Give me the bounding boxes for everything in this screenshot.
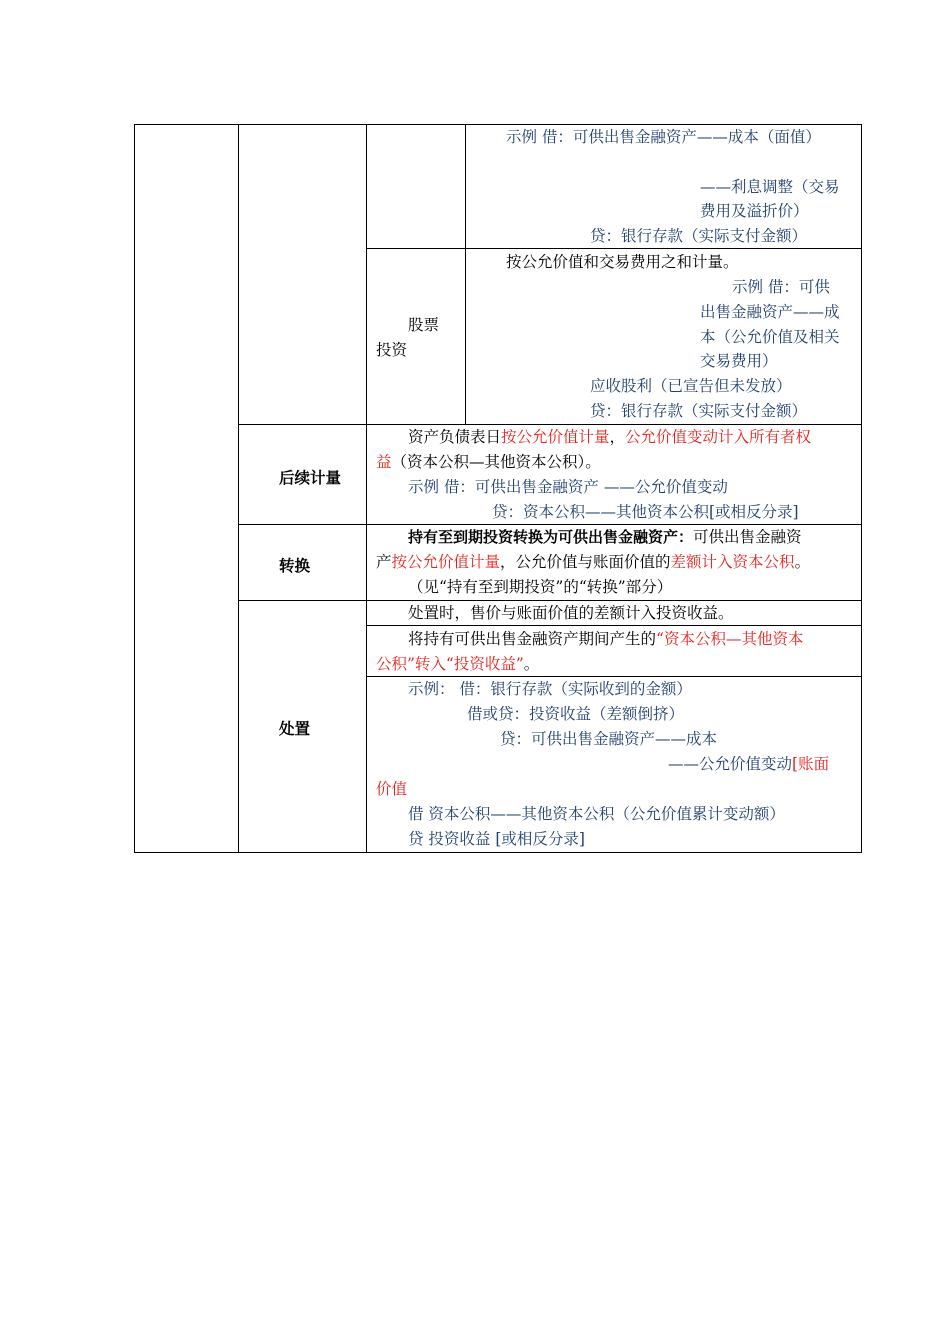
- subsequent-line-1: [408, 425, 811, 450]
- subsequent-l1-c: ，: [609, 428, 626, 446]
- bond-example-line-4: 贷：银行存款（实际支付金额）: [590, 227, 808, 245]
- conversion-l1-b: 可供出售金融资: [693, 528, 802, 546]
- bond-example-line-3: 费用及溢折价）: [700, 202, 809, 220]
- subsequent-l2-b: （资本公积—其他资本公积）。: [391, 453, 601, 471]
- bond-example-line-2: ——利息调整（交易: [700, 178, 840, 196]
- conversion-l2-a: 产: [376, 553, 392, 571]
- disposal-header: 处置: [279, 720, 311, 738]
- col-sep-1: [238, 124, 239, 853]
- disposal-example-3: 贷：可供出售金融资产——成本: [500, 730, 718, 748]
- conversion-l1-a: 持有至到期投资转换为可供出售金融资产：: [408, 528, 694, 546]
- disposal-r2-d: 。: [523, 655, 540, 673]
- stock-line-3: 出售金融资产——成: [700, 303, 840, 321]
- col-sep-3: [465, 124, 466, 424]
- conversion-header: 转换: [279, 557, 311, 575]
- stock-label-1: 股票: [408, 316, 440, 334]
- disposal-e4-b: [账面: [792, 755, 830, 773]
- bond-example-line-1: 示例 借：可供出售金融资产——成本（面值）: [506, 128, 821, 146]
- disposal-r2-b: “资本公积—其他资本: [656, 630, 804, 648]
- subsequent-measurement-header: 后续计量: [279, 469, 342, 487]
- col-sep-2: [366, 124, 367, 853]
- disposal-example-4: [668, 752, 829, 777]
- disposal-r2-a: 将持有可供出售金融资产期间产生的: [408, 630, 657, 648]
- subsequent-line-3: 示例 借：可供出售金融资产 ——公允价值变动: [408, 478, 728, 496]
- table-border-right: [861, 124, 862, 853]
- disposal-r2-c: 公积”转入“投资收益”: [376, 655, 524, 673]
- stock-line-1: 按公允价值和交易费用之和计量。: [506, 253, 739, 271]
- stock-line-5: 交易费用）: [700, 352, 778, 370]
- disposal-row-2-line-1: [408, 627, 803, 652]
- disposal-example-2: 借或贷：投资收益（差额倒挤）: [467, 705, 685, 723]
- subsequent-l2-a: 益: [376, 453, 392, 471]
- disposal-row-1: 处置时，售价与账面价值的差额计入投资收益。: [408, 604, 734, 622]
- conversion-line-1: [408, 525, 802, 550]
- disposal-example-1: 示例： 借：银行存款（实际收到的金额）: [408, 680, 692, 698]
- disposal-row-2-line-2: [376, 652, 539, 677]
- stock-line-2: 示例 借：可供: [732, 278, 830, 296]
- stock-label-2: 投资: [376, 341, 408, 359]
- subsequent-l1-d: 公允价值变动计入所有者权: [625, 428, 812, 446]
- conversion-l2-d: 差额计入资本公积: [670, 553, 795, 571]
- conversion-line-3: （见“持有至到期投资”的“转换”部分）: [408, 578, 673, 596]
- disposal-example-6: 借 资本公积——其他资本公积（公允价值累计变动额）: [408, 805, 785, 823]
- conversion-l2-b: 按公允价值计量: [391, 553, 501, 571]
- table-border-left: [134, 124, 135, 853]
- subsequent-l1-a: 资产负债表日: [408, 428, 502, 446]
- stock-line-4: 本（公允价值及相关: [700, 328, 840, 346]
- subsequent-l1-b: 按公允价值计量: [501, 428, 610, 446]
- disposal-e4-a: ——公允价值变动: [668, 755, 793, 773]
- table-border-bottom: [134, 852, 862, 853]
- conversion-l2-c: ，公允价值与账面价值的: [500, 553, 671, 571]
- subsequent-line-4: 贷：资本公积——其他资本公积[或相反分录]: [492, 503, 799, 521]
- disposal-example-5: 价值: [376, 780, 408, 798]
- conversion-l2-e: 。: [794, 553, 811, 571]
- conversion-line-2: [376, 550, 810, 575]
- disposal-example-7: 贷 投资收益 [或相反分录]: [408, 830, 585, 848]
- stock-line-6: 应收股利（已宣告但未发放）: [590, 377, 792, 395]
- stock-line-7: 贷：银行存款（实际支付金额）: [590, 402, 808, 420]
- subsequent-line-2: [376, 450, 601, 475]
